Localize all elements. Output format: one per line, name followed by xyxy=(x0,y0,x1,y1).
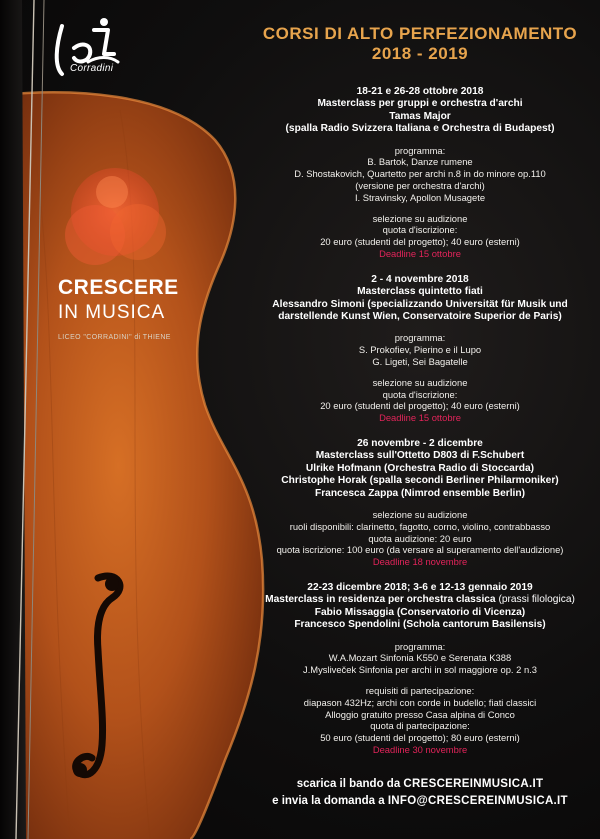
info-line: requisiti di partecipazione: xyxy=(365,685,475,697)
page-years: 2018 - 2019 xyxy=(371,44,469,63)
program-label: programma: xyxy=(394,332,446,344)
info-line: diapason 432Hz; archi con corde in budello; fiati classici xyxy=(303,696,537,708)
course-title: Masterclass per gruppi e orchestra d'archi xyxy=(317,98,523,110)
program-item: (versione per orchestra d'archi) xyxy=(355,180,485,192)
course-title-line xyxy=(240,594,600,606)
info-line: quota d'iscrizione: xyxy=(382,388,458,400)
page-title: CORSI DI ALTO PERFEZIONAMENTO xyxy=(262,24,578,43)
program-item: I. Stravinsky, Apollon Musagete xyxy=(354,191,486,203)
brand-title: CRESCERE xyxy=(58,276,179,299)
brand-subtitle: IN MUSICA xyxy=(58,302,166,323)
course-teacher: Ulrike Hofmann (Orchestra Radio di Stoccarda) xyxy=(305,462,535,474)
info-line: ruoli disponibili: clarinetto, fagotto, corno, violino, contrabbasso xyxy=(289,520,551,532)
info-line: quota iscrizione: 100 euro (da versare al superamento dell'audizione) xyxy=(276,544,564,556)
program-item: S. Prokofiev, Pierino e il Lupo xyxy=(358,344,482,356)
course-teacher: Christophe Horak (spalla secondi Berliner Philarmoniker) xyxy=(281,475,559,487)
deadline: Deadline 15 ottobre xyxy=(379,412,461,424)
course-dates: 2 - 4 novembre 2018 xyxy=(371,273,469,285)
course-title: Masterclass quintetto fiati xyxy=(357,286,483,298)
info-line: quota audizione: 20 euro xyxy=(368,532,472,544)
course-block xyxy=(240,86,600,260)
footer-apply xyxy=(240,793,600,810)
program-label: programma: xyxy=(394,144,446,156)
program-item: W.A.Mozart Sinfonia K550 e Serenata K388 xyxy=(328,652,512,664)
course-title-suffix: (prassi filologica) xyxy=(495,594,575,606)
email-link[interactable]: INFO@CRESCEREINMUSICA.IT xyxy=(387,794,568,807)
footer-download xyxy=(240,776,600,793)
deadline: Deadline 15 ottobre xyxy=(379,248,461,259)
website-link[interactable]: CRESCEREINMUSICA.IT xyxy=(403,777,544,790)
program-item: G. Ligeti, Sei Bagatelle xyxy=(372,356,468,368)
info-line: quota d'iscrizione: xyxy=(382,224,458,236)
course-teacher: (spalla Radio Svizzera Italiana e Orchestra di Budapest) xyxy=(285,123,555,135)
info-line: selezione su audizione xyxy=(372,376,468,388)
course-teacher: Alessandro Simoni (specializzando Universität für Musik und xyxy=(272,298,568,310)
brand-school: LICEO "CORRADINI" di THIENE xyxy=(58,334,171,341)
course-teacher: Francesca Zappa (Nimrod ensemble Berlin) xyxy=(314,487,526,499)
course-block xyxy=(240,438,600,568)
course-teacher: darstellende Kunst Wien, Conservatoire Superior de Paris) xyxy=(278,311,562,323)
logo-text: Corradini xyxy=(70,63,114,74)
info-line: quota di partecipazione: xyxy=(370,720,470,732)
course-dates: 26 novembre - 2 dicembre xyxy=(357,438,483,449)
footer-apply-label: e invia la domanda a xyxy=(272,794,388,807)
course-teacher: Francesco Spendolini (Schola cantorum Basilensis) xyxy=(294,619,546,631)
info-line: 20 euro (studenti del progetto); 40 euro (esterni) xyxy=(320,400,520,412)
course-title: Masterclass sull'Ottetto D803 di F.Schubert xyxy=(315,450,525,462)
course-title: Masterclass in residenza per orchestra classica xyxy=(265,594,496,606)
info-line: Alloggio gratuito presso Casa alpina di Conco xyxy=(325,708,515,720)
deadline: Deadline 18 novembre xyxy=(372,556,468,568)
info-line: selezione su audizione xyxy=(372,509,468,521)
course-block xyxy=(240,274,600,424)
footer-download-label: scarica il bando da xyxy=(296,777,404,790)
deadline: Deadline 30 novembre xyxy=(372,744,468,756)
course-teacher: Fabio Missaggia (Conservatorio di Vicenza) xyxy=(314,606,526,618)
info-line: selezione su audizione xyxy=(372,212,468,224)
info-line: 50 euro (studenti del progetto); 80 euro (esterni) xyxy=(320,732,520,744)
program-item: D. Shostakovich, Quartetto per archi n.8 in do minore op.110 xyxy=(294,168,546,180)
course-teacher: Tamas Major xyxy=(389,110,451,122)
program-item: J.Mysliveček Sinfonia per archi in sol maggiore op. 2 n.3 xyxy=(303,664,537,676)
course-block xyxy=(240,582,600,756)
program-label: programma: xyxy=(394,640,446,652)
info-line: 20 euro (studenti del progetto); 40 euro (esterni) xyxy=(320,236,520,248)
course-dates: 18-21 e 26-28 ottobre 2018 xyxy=(356,86,484,97)
program-item: B. Bartok, Danze rumene xyxy=(367,156,473,168)
course-list xyxy=(240,24,600,810)
course-dates: 22-23 dicembre 2018; 3-6 e 12-13 gennaio 2019 xyxy=(307,582,533,594)
